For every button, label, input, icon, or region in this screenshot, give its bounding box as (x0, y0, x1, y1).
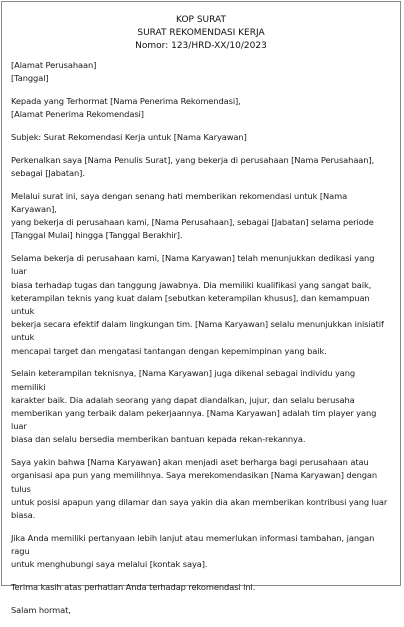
paragraph-line: Kepada yang Terhormat [Nama Penerima Rekomendasi], (11, 96, 241, 106)
paragraph-line: biasa dan selalu bersedia memberikan bantuan kepada rekan-rekannya. (11, 434, 306, 445)
paragraph-line: Selain keterampilan teknisnya, [Nama Karyawan] juga dikenal sebagai individu yang memiliki (11, 368, 356, 392)
paragraph-line: Selama bekerja di perusahaan kami, [Nama Karyawan] telah menunjukkan dedikasi yang luar (11, 253, 375, 277)
letter-body (11, 59, 388, 627)
paragraph-line: [Alamat Penerima Rekomendasi] (11, 109, 144, 120)
letter-paragraph (11, 581, 388, 594)
paragraph-line: Jika Anda memiliki pertanyaan lebih lanjut atau memerlukan informasi tambahan, jangan ragu (11, 532, 375, 557)
letterhead-title: KOP SURAT (176, 15, 226, 25)
paragraph-line: keterampilan teknis yang kuat dalam [sebutkan keterampilan khusus], dan kemampuan untuk (11, 292, 370, 317)
paragraph-line: karakter baik. Dia adalah seorang yang dapat diandalkan, jujur, dan selalu berusaha (11, 394, 355, 405)
letter-paragraph (11, 95, 388, 121)
paragraph-line: yang bekerja di perusahaan kami, [Nama Perusahaan], sebagai [Jabatan] selama periode (11, 217, 374, 228)
paragraph-line: Melalui surat ini, saya dengan senang hati memberikan rekomendasi untuk [Nama Karyawan], (11, 190, 348, 214)
letter-number: Nomor: 123/HRD-XX/10/2023 (135, 41, 267, 51)
letter-paragraph (11, 154, 388, 180)
paragraph-line: organisasi apa pun yang memilihnya. Saya merekomendasikan [Nama Karyawan] dengan tulus (11, 470, 378, 494)
paragraph-line: Saya yakin bahwa [Nama Karyawan] akan menjadi aset berharga bagi perusahaan atau (11, 457, 369, 468)
letter-header (2, 2, 400, 53)
paragraph-line: [Tanggal Mulai] hingga [Tanggal Berakhir]. (11, 230, 183, 241)
paragraph-line: bekerja secara efektif dalam lingkungan tim. [Nama Karyawan] selalu menunjukkan inisiatif untuk (11, 319, 384, 343)
letter-paragraph (11, 456, 388, 522)
letter-paragraph (11, 190, 388, 243)
paragraph-line: Subjek: Surat Rekomendasi Kerja untuk [Nama Karyawan] (11, 132, 247, 142)
letter-subtitle: SURAT REKOMENDASI KERJA (137, 28, 265, 38)
paragraph-line: [Tanggal] (11, 73, 49, 84)
letter-paragraph (11, 367, 388, 446)
paragraph-line: [Alamat Perusahaan] (11, 60, 97, 70)
paragraph-line: untuk posisi apapun yang dilamar dan saya yakin dia akan memberikan kontribusi yang luar (11, 496, 388, 507)
paragraph-line: Terima kasih atas perhatian Anda terhadap rekomendasi ini. (11, 582, 256, 593)
letter-paragraph (11, 532, 388, 572)
paragraph-line: mencapai target dan mengatasi tantangan dengan kepemimpinan yang baik. (11, 345, 327, 356)
letter-paragraph (11, 131, 388, 144)
paragraph-line: memberikan yang terbaik dalam pekerjaannya. [Nama Karyawan] adalah tim player yang luar (11, 408, 377, 432)
letter-page (1, 1, 401, 615)
paragraph-line: biasa. (11, 510, 36, 521)
letter-paragraph (11, 604, 388, 617)
paragraph-line: biasa terhadap tugas dan tanggung jawabnya. Dia memiliki kualifikasi yang sangat baik, (11, 279, 372, 290)
paragraph-line: Perkenalkan saya [Nama Penulis Surat], yang bekerja di perusahaan [Nama Perusahaan], (11, 154, 375, 165)
paragraph-line: Salam hormat, (11, 604, 71, 615)
letter-paragraph (11, 59, 388, 85)
paragraph-line: untuk menghubungi saya melalui [kontak saya]. (11, 559, 208, 570)
letter-paragraph (11, 252, 388, 358)
paragraph-line: sebagai [Jabatan]. (11, 168, 85, 178)
